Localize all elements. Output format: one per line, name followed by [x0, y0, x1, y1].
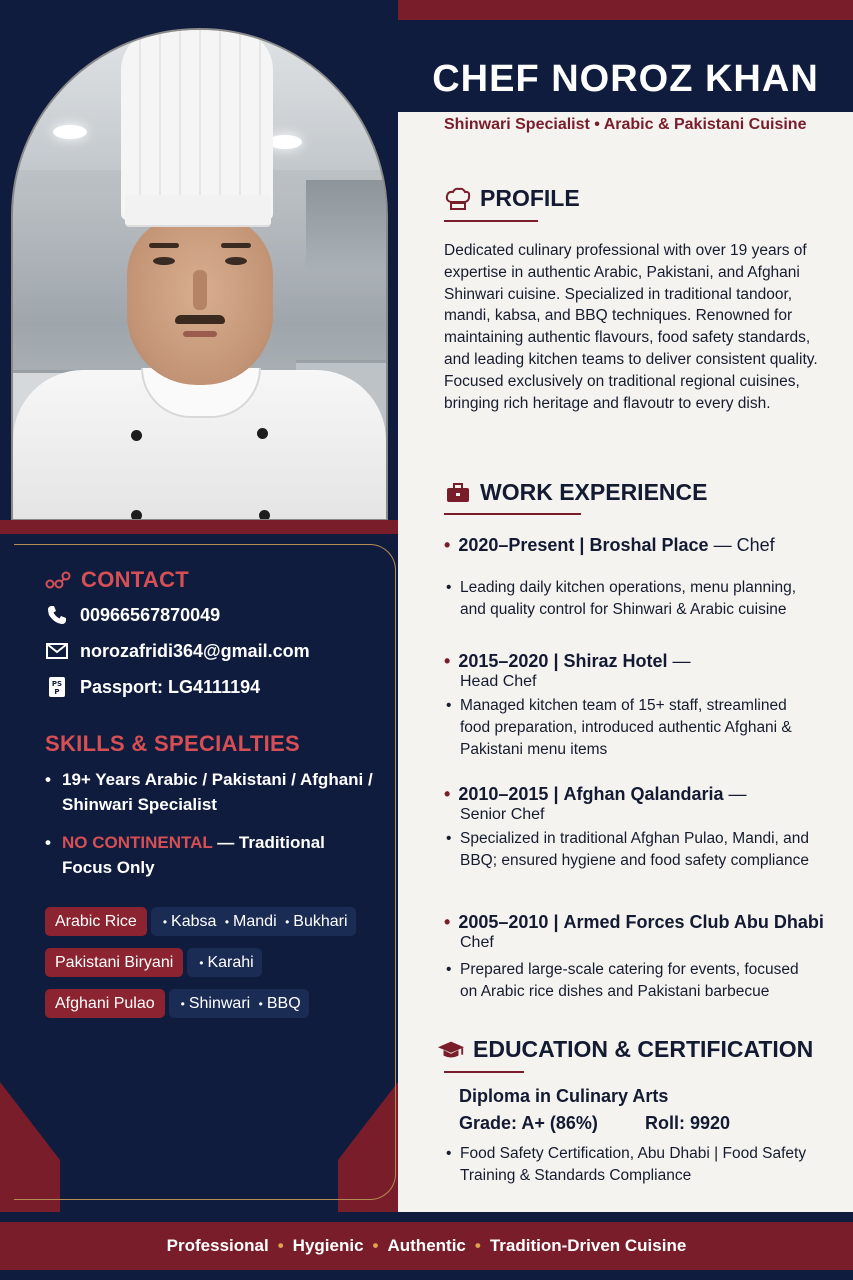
tag-arabic-rice: Arabic Rice: [45, 907, 147, 936]
job-description: • Leading daily kitchen operations, menu planning, and quality control for Shinwari & Arabic cuisine: [444, 577, 819, 621]
eye: [153, 257, 175, 265]
certification-description: • Food Safety Certification, Abu Dhabi | Food Safety Training & Standards Compliance: [444, 1143, 819, 1187]
job-entry-header: • 2005–2010 | Armed Forces Club Abu Dhabi: [444, 912, 824, 932]
contact-passport: [46, 676, 260, 698]
job-role: — Chef: [713, 535, 775, 555]
eyebrow: [149, 243, 179, 248]
tag-mandi: Mandi: [233, 913, 277, 930]
no-continental-label: NO CONTINENTAL: [62, 833, 213, 852]
skills-heading: SKILLS & SPECIALTIES: [45, 731, 300, 756]
briefcase-icon: [444, 480, 472, 506]
profile-title: PROFILE: [480, 185, 580, 211]
job-period: 2005–2010: [458, 912, 549, 932]
job-entry-header: • 2015–2020 | Shiraz Hotel —: [444, 651, 691, 671]
tag-pakistani-biryani: Pakistani Biryani: [45, 948, 183, 977]
specialty-tag-row: [45, 907, 356, 936]
job-period: 2010–2015: [458, 784, 549, 804]
heading-underline: [444, 1071, 524, 1073]
job-place: Afghan Qalandaria: [563, 784, 724, 804]
chef-hat-band: [125, 195, 271, 227]
job-description: • Prepared large-scale catering for events, focused on Arabic rice dishes and Pakistani barbecue: [444, 959, 819, 1003]
degree-roll: Roll: 9920: [645, 1113, 731, 1133]
maroon-divider-band: [0, 520, 398, 534]
eyebrow: [221, 243, 251, 248]
traditional-focus-label: — Traditional Focus Only: [62, 833, 325, 877]
skill-item: • 19+ Years Arabic / Pakistani / Afghani / Shinwari Specialist: [45, 767, 375, 817]
contact-heading: [45, 567, 189, 593]
tag-bbq: BBQ: [266, 995, 301, 1012]
footer-item: Hygienic: [292, 1236, 364, 1255]
passport-number: Passport: LG4111194: [80, 676, 261, 697]
contact-title: CONTACT: [81, 567, 190, 592]
tag-bukhari: Bukhari: [293, 913, 348, 930]
education-heading: [437, 1036, 813, 1063]
ceiling-light: [268, 135, 302, 149]
experience-heading: [444, 479, 707, 506]
coat-button: [257, 428, 268, 439]
phone-number: 00966567870049: [80, 604, 221, 625]
footer-banner: Professional • Hygienic • Authentic • Tradition-Driven Cuisine: [0, 1222, 853, 1270]
lips: [183, 331, 217, 337]
chef-name-title: CHEF NOROZ KHAN: [432, 58, 819, 100]
job-role-dash: —: [728, 784, 747, 804]
profile-heading: [444, 185, 580, 212]
tag-group: • Kabsa • Mandi • Bukhari: [151, 907, 356, 936]
contact-phone[interactable]: [46, 604, 220, 626]
job-place: Armed Forces Club Abu Dhabi: [563, 912, 824, 932]
svg-text:P: P: [54, 688, 60, 696]
passport-icon: [46, 676, 68, 698]
footer-navy-stripe: [0, 1212, 853, 1222]
contact-email[interactable]: [46, 640, 310, 662]
job-place: Shiraz Hotel: [563, 651, 668, 671]
mustache: [175, 315, 225, 324]
chef-hat-icon: [444, 186, 472, 212]
degree-name: Diploma in Culinary Arts: [459, 1086, 669, 1106]
nose: [193, 270, 207, 310]
footer-item: Tradition-Driven Cuisine: [489, 1236, 687, 1255]
top-maroon-strip: [398, 0, 853, 20]
footer-navy-stripe: [0, 1270, 853, 1280]
chef-hat: [121, 30, 273, 220]
job-description: • Managed kitchen team of 15+ staff, streamlined food preparation, introduced authentic Afghani & Pakistani menu items: [444, 695, 819, 761]
skill-item: [45, 830, 375, 880]
job-role: Head Chef: [460, 673, 537, 690]
job-period: 2015–2020: [458, 651, 549, 671]
specialty-tag-row: [45, 948, 262, 977]
chef-subtitle: Shinwari Specialist • Arabic & Pakistani Cuisine: [444, 116, 807, 133]
job-period: 2020–Present: [458, 535, 575, 555]
coat-button: [131, 430, 142, 441]
tag-karahi: Karahi: [207, 954, 254, 971]
education-title: EDUCATION & CERTIFICATION: [473, 1036, 814, 1062]
heading-underline: [444, 220, 538, 222]
ceiling-light: [53, 125, 87, 139]
tag-group: • Karahi: [187, 948, 261, 977]
svg-text:PS: PS: [51, 680, 63, 688]
job-place: Broshal Place: [589, 535, 709, 555]
job-entry-header: • 2010–2015 | Afghan Qalandaria —: [444, 784, 747, 804]
job-role: Chef: [460, 934, 494, 951]
specialty-tag-row: [45, 989, 309, 1018]
heading-underline: [444, 513, 581, 515]
chef-portrait-photo: [11, 28, 388, 521]
email-address: norozafridi364@gmail.com: [80, 640, 310, 661]
tag-afghani-pulao: Afghani Pulao: [45, 989, 165, 1018]
phone-icon: [46, 604, 68, 626]
job-entry-header: • 2020–Present | Broshal Place — Chef: [444, 535, 775, 555]
experience-title: WORK EXPERIENCE: [480, 479, 708, 505]
tag-shinwari: Shinwari: [188, 995, 251, 1012]
footer-item: Authentic: [387, 1236, 466, 1255]
tag-group: • Shinwari • BBQ: [169, 989, 309, 1018]
tag-kabsa: Kabsa: [171, 913, 217, 930]
mail-icon: [46, 640, 68, 662]
graduation-cap-icon: [437, 1037, 465, 1063]
chef-face: [127, 215, 273, 385]
eye: [225, 257, 247, 265]
footer-item: Professional: [166, 1236, 269, 1255]
degree-grade: Grade: A+ (86%): [459, 1113, 598, 1133]
job-role: Senior Chef: [460, 806, 545, 823]
profile-summary: Dedicated culinary professional with over 19 years of expertise in authentic Arabic, Pakistani, and Afghani Shinwari cuisine. Specialized in traditional tandoor, mandi, kabsa, and BBQ techniques. Renowned for maintaining authentic flavours, food safety standards, and leading kitchen teams to deliver consistent quality. Focused exclusively on traditional regional cuisines, bringing rich heritage and flavoutr to every dish.: [444, 242, 818, 412]
job-role-dash: —: [672, 651, 691, 671]
kitchen-hood: [306, 180, 386, 270]
job-description: • Specialized in traditional Afghan Pulao, Mandi, and BBQ; ensured hygiene and food safety compliance: [444, 828, 819, 872]
network-icon: [45, 569, 71, 591]
